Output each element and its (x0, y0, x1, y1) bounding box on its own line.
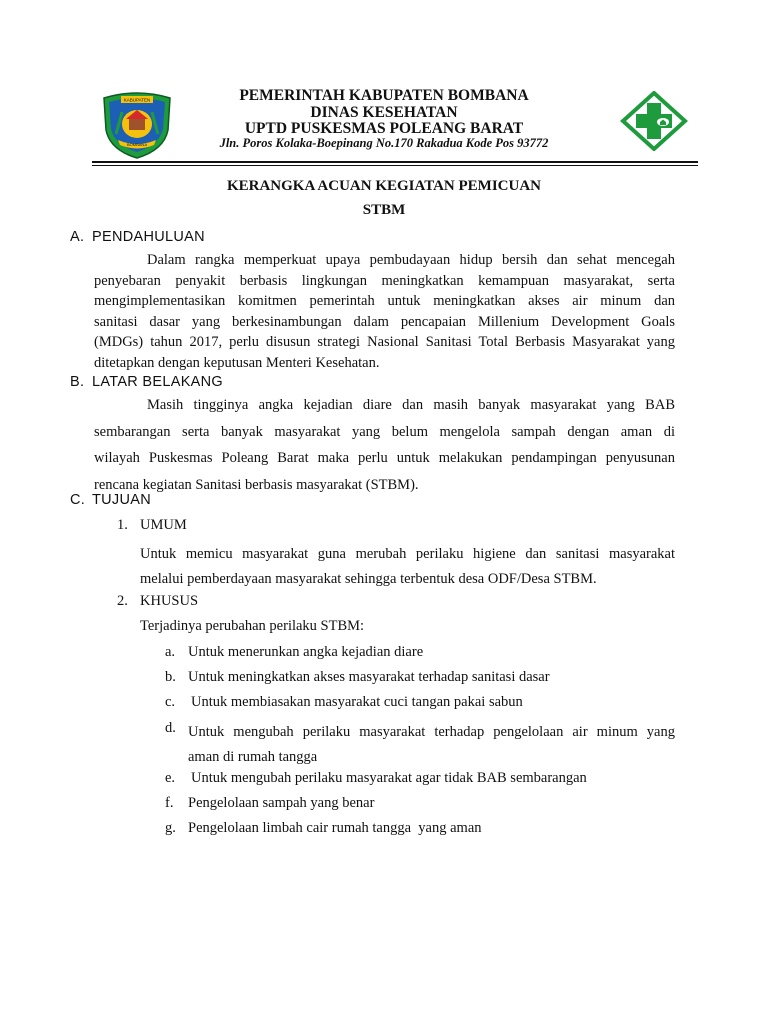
section-a-title: PENDAHULUAN (92, 229, 205, 245)
section-a-line: penyebaran penyakit berbasis lingkungan meningkatkan kemampuan masyarakat, serta (94, 272, 675, 289)
khusus-item-text: Untuk membiasakan masyarakat cuci tangan pakai sabun (191, 694, 523, 710)
section-c-title: TUJUAN (92, 492, 151, 508)
section-b-line: rencana kegiatan Sanitasi berbasis masyarakat (STBM). (94, 476, 419, 493)
section-a-line: sanitasi dasar yang berkesinambungan dalam pencapaian Millenium Development Goals (94, 313, 675, 330)
khusus-item-text: Pengelolaan sampah yang benar (188, 795, 375, 811)
khusus-item-text: Pengelolaan limbah cair rumah tangga yang aman (188, 820, 482, 836)
section-a-line: mengimplementasikan komitmen pemerintah untuk meningkatkan akses air minum dan (94, 293, 675, 310)
header-department: DINAS KESEHATAN (310, 104, 458, 121)
section-a-paragraph (94, 250, 675, 374)
section-a-line: (MDGs) tahun 2017, perlu disusun strategi Nasional Sanitasi Total Berbasis Masyarakat yang (94, 334, 675, 351)
khusus-item-letter: d. (165, 720, 176, 736)
khusus-item-letter: c. (165, 694, 176, 710)
section-b-title: LATAR BELAKANG (92, 374, 223, 390)
khusus-intro: Terjadinya perubahan perilaku STBM: (140, 618, 365, 634)
khusus-heading: KHUSUS (140, 593, 199, 609)
khusus-item-text-continued: aman di rumah tangga (188, 749, 318, 765)
puskesmas-cross-logo (619, 91, 689, 151)
umum-line: melalui pemberdayaan masyarakat sehingga terbentuk desa ODF/Desa STBM. (140, 571, 597, 587)
umum-line: Untuk memicu masyarakat guna merubah perilaku higiene dan sanitasi masyarakat (140, 546, 675, 562)
logo-left-top-text: KABUPATEN (123, 97, 151, 103)
header-government: PEMERINTAH KABUPATEN BOMBANA (239, 87, 529, 104)
section-c-letter: C. (70, 492, 86, 508)
header-divider-thick (92, 161, 698, 163)
khusus-item-text-block (188, 720, 675, 770)
khusus-item-text: Untuk menerunkan angka kejadian diare (188, 644, 424, 660)
document-title: KERANGKA ACUAN KEGIATAN PEMICUAN (226, 178, 542, 194)
section-c-heading (70, 492, 151, 508)
section-b-letter: B. (70, 374, 85, 390)
section-b-paragraph (94, 392, 675, 498)
khusus-item-text: Untuk meningkatkan akses masyarakat terhadap sanitasi dasar (188, 669, 550, 685)
header-address: Jln. Poros Kolaka-Boepinang No.170 Rakadua Kode Pos 93772 (219, 136, 549, 150)
khusus-item-letter: f. (165, 795, 174, 811)
umum-paragraph (140, 542, 675, 592)
khusus-number: 2. (117, 593, 128, 609)
khusus-item-letter: a. (165, 644, 176, 660)
section-b-heading (70, 374, 223, 390)
section-a-letter: A. (70, 229, 85, 245)
umum-heading: UMUM (140, 517, 187, 533)
umum-number: 1. (117, 517, 128, 533)
section-b-line: Masih tingginya angka kejadian diare dan masih banyak masyarakat yang BAB (147, 397, 675, 413)
khusus-item-text: Untuk mengubah perilaku masyarakat terhadap pengelolaan air minum yang (188, 724, 675, 740)
section-a-heading (70, 229, 205, 245)
section-a-line: ditetapkan dengan keputusan Menteri Kesehatan. (94, 354, 380, 371)
document-subtitle: STBM (362, 202, 406, 218)
logo-left-bottom-text: BOMBANA (126, 142, 148, 147)
khusus-item-text: Untuk mengubah perilaku masyarakat agar tidak BAB sembarangan (191, 770, 587, 786)
khusus-item-letter: g. (165, 820, 176, 836)
khusus-item-letter: b. (165, 669, 176, 685)
section-b-line: wilayah Puskesmas Poleang Barat maka perlu untuk melakukan pendampingan penyusunan (94, 450, 675, 466)
header-divider-thin (92, 165, 698, 166)
header-puskesmas: UPTD PUSKESMAS POLEANG BARAT (244, 120, 524, 137)
khusus-item-letter: e. (165, 770, 176, 786)
section-b-line: sembarangan serta banyak masyarakat yang belum mengelola sampah dengan aman di (94, 423, 675, 440)
section-a-line: Dalam rangka memperkuat upaya pembudayaan hidup bersih dan sehat mencegah (147, 252, 675, 268)
